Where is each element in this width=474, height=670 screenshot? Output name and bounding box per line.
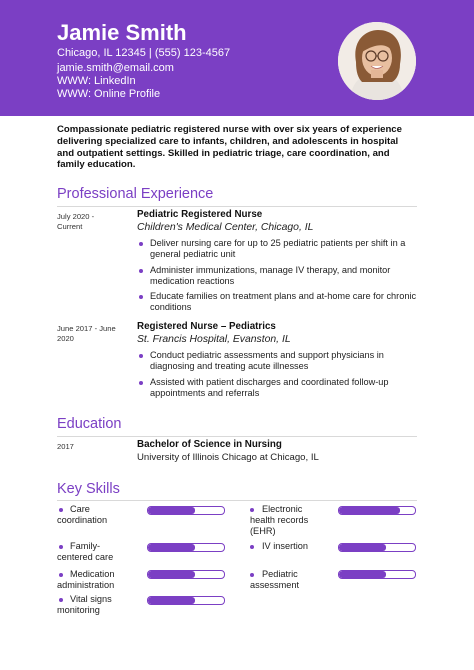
job-title: Registered Nurse – Pediatrics <box>137 321 276 332</box>
skill-bullet <box>59 545 63 549</box>
section-title-skills: Key Skills <box>57 481 120 497</box>
skill-label-line: IV insertion <box>262 541 308 551</box>
skill-level-fill <box>148 597 195 604</box>
education-school: University of Illinois Chicago at Chicago, IL <box>137 452 319 463</box>
job-bullet: Deliver nursing care for up to 25 pediatric patients per shift in a general pediatric unit <box>137 238 417 261</box>
skill-label-line: Pediatric <box>262 569 298 579</box>
skill-level-bar <box>338 543 416 552</box>
skill-label <box>57 541 114 563</box>
job-date <box>57 324 127 344</box>
skill-label <box>250 504 309 537</box>
skill-level-fill <box>339 544 386 551</box>
skill-label-line: health records <box>250 515 309 525</box>
skill-label-line: assessment <box>250 580 300 590</box>
skill-level-fill <box>148 507 195 514</box>
skill-label-line: Electronic <box>262 504 303 514</box>
skill-level-bar <box>147 543 225 552</box>
skill-label <box>57 569 115 591</box>
skill-label-line: Medication <box>70 569 115 579</box>
job-date <box>57 212 127 232</box>
job-bullet: Assisted with patient discharges and coordinated follow-up appointments and referrals <box>137 377 417 400</box>
skill-bullet <box>250 508 254 512</box>
job-employer: Children's Medical Center, Chicago, IL <box>137 222 314 233</box>
job-date-line: July 2020 - <box>57 212 95 221</box>
skill-level-fill <box>339 507 400 514</box>
skill-label-line: Family- <box>70 541 101 551</box>
skill-level-fill <box>339 571 386 578</box>
job-bullet: Administer immunizations, manage IV therapy, and monitor medication reactions <box>137 265 417 288</box>
job-employer: St. Francis Hospital, Evanston, IL <box>137 334 291 345</box>
skill-level-bar <box>338 570 416 579</box>
skill-label-line: Vital signs <box>70 594 112 604</box>
header-banner <box>0 0 474 116</box>
job-title: Pediatric Registered Nurse <box>137 209 263 220</box>
job-bullet: Educate families on treatment plans and at-home care for chronic conditions <box>137 291 417 314</box>
profile-photo <box>338 22 416 100</box>
skill-level-fill <box>148 571 195 578</box>
job-bullet: Conduct pediatric assessments and support physicians in diagnosing and treating acute illnesses <box>137 350 417 373</box>
skill-label <box>262 541 308 552</box>
section-divider <box>57 500 417 501</box>
job-bullet-list <box>137 350 417 403</box>
job-date-line: June 2017 - June <box>57 324 116 333</box>
skill-bullet <box>59 508 63 512</box>
section-title-experience: Professional Experience <box>57 186 214 202</box>
education-degree: Bachelor of Science in Nursing <box>137 439 282 450</box>
skill-level-bar <box>147 596 225 605</box>
skill-label-line: administration <box>57 580 115 590</box>
address-phone: Chicago, IL 12345 | (555) 123-4567 <box>57 47 231 59</box>
job-bullet-list <box>137 238 417 318</box>
job-date-line: 2020 <box>57 334 74 343</box>
skill-label-line: centered care <box>57 552 114 562</box>
section-title-education: Education <box>57 416 122 432</box>
job-date-line: Current <box>57 222 83 231</box>
skill-bullet <box>250 573 254 577</box>
skill-bullet <box>59 573 63 577</box>
email-link[interactable]: jamie.smith@email.com <box>57 62 174 74</box>
section-divider <box>57 206 417 207</box>
skill-label-line: monitoring <box>57 605 100 615</box>
candidate-name: Jamie Smith <box>57 20 187 45</box>
skill-bullet <box>59 598 63 602</box>
linkedin-link[interactable]: WWW: LinkedIn <box>57 75 136 87</box>
skill-level-bar <box>147 506 225 515</box>
section-divider <box>57 436 417 437</box>
skill-label <box>57 504 108 526</box>
skill-level-fill <box>148 544 195 551</box>
education-year: 2017 <box>57 442 74 451</box>
skill-label-line: (EHR) <box>250 526 276 536</box>
skill-label-line: coordination <box>57 515 108 525</box>
skill-label <box>57 594 112 616</box>
skill-level-bar <box>147 570 225 579</box>
online-profile-link[interactable]: WWW: Online Profile <box>57 88 161 100</box>
skill-bullet <box>250 545 254 549</box>
skill-level-bar <box>338 506 416 515</box>
professional-summary: Compassionate pediatric registered nurse with over six years of experience delivering specialized care to infants, children, and adolescents in hospital and outpatient settings. Skilled in pediatric triage, care coordination, and family education. <box>57 124 402 171</box>
skill-label <box>250 569 300 591</box>
skill-label-line: Care <box>70 504 90 514</box>
